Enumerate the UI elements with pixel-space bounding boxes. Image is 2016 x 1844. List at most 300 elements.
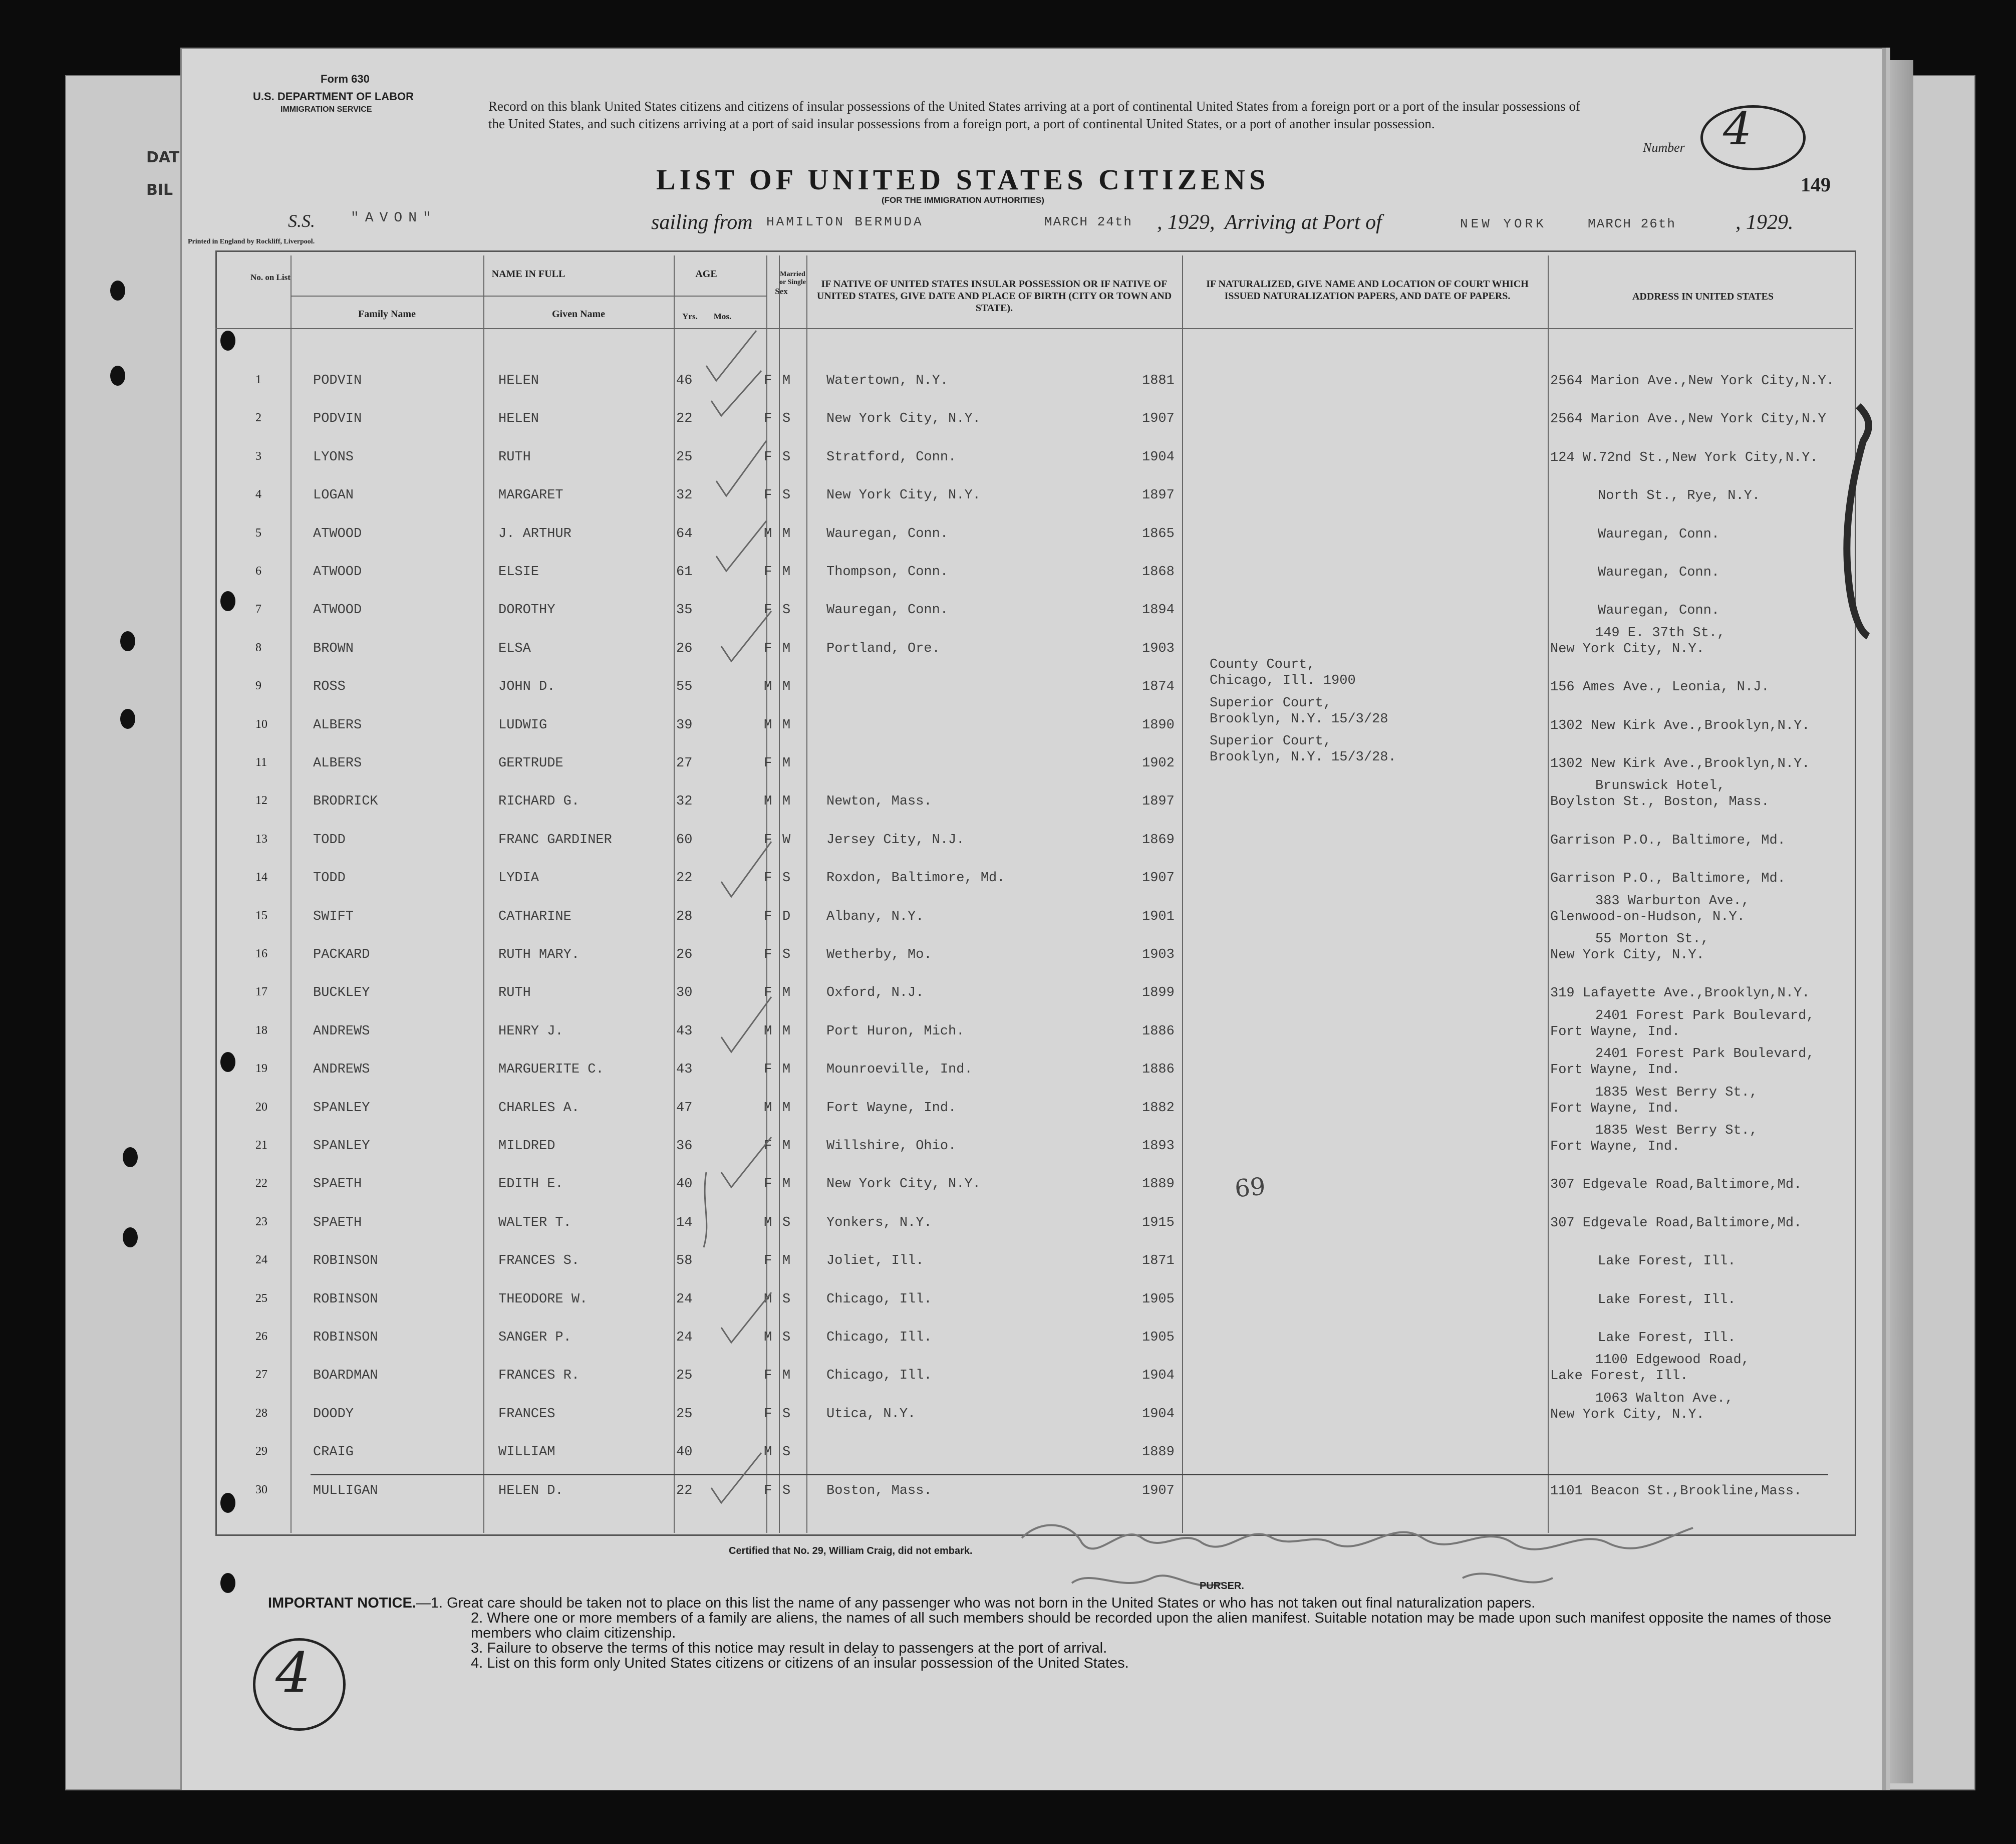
cell-given: MILDRED xyxy=(498,1139,555,1154)
cell-given: HELEN xyxy=(498,373,539,388)
cell-age: 24 xyxy=(676,1292,693,1307)
cell-no: 16 xyxy=(255,947,267,960)
cell-given: RUTH xyxy=(498,450,531,465)
cell-ms: S xyxy=(782,603,791,618)
cell-given: FRANCES S. xyxy=(498,1253,580,1268)
cell-sex: F xyxy=(764,756,772,771)
column-rule xyxy=(483,255,484,1533)
sheet-edge-shadow xyxy=(1883,60,1913,1783)
cell-no: 18 xyxy=(255,1024,267,1037)
cell-given: FRANC GARDINER xyxy=(498,833,612,848)
arriving-port: NEW YORK xyxy=(1460,216,1547,231)
cell-ms: M xyxy=(782,373,791,388)
cell-age: 55 xyxy=(676,679,693,694)
cell-sex: F xyxy=(764,833,772,848)
cell-no: 9 xyxy=(255,679,261,692)
cell-address: Glenwood-on-Hudson, N.Y. xyxy=(1550,910,1745,925)
cell-age: 27 xyxy=(676,756,693,771)
cell-given: HENRY J. xyxy=(498,1024,563,1039)
cell-family: BROWN xyxy=(313,641,354,656)
cell-family: BOARDMAN xyxy=(313,1368,378,1383)
cell-no: 12 xyxy=(255,794,267,807)
important-notice xyxy=(268,1596,1841,1671)
cell-age: 39 xyxy=(676,718,693,733)
cell-year: 1899 xyxy=(1142,985,1175,1000)
cell-sex: F xyxy=(764,565,772,580)
cell-address: Garrison P.O., Baltimore, Md. xyxy=(1550,833,1786,848)
arriving-date: MARCH 26th xyxy=(1588,216,1676,231)
cell-address: Wauregan, Conn. xyxy=(1598,603,1720,618)
cell-ms: M xyxy=(782,794,791,809)
cell-year: 1903 xyxy=(1142,947,1175,962)
cell-given: DOROTHY xyxy=(498,603,555,618)
cell-given: RUTH MARY. xyxy=(498,947,580,962)
cell-year: 1907 xyxy=(1142,871,1175,886)
cell-family: SPANLEY xyxy=(313,1139,370,1154)
cell-no: 1 xyxy=(255,373,261,386)
cell-given: HELEN D. xyxy=(498,1483,563,1498)
cell-place: Mounroeville, Ind. xyxy=(826,1062,973,1077)
notice-item: 2. Where one or more members of a family are aliens, the names of all such members should be recorded upon the alien manifest. Suitable notation may be made upon such manifest opposite the names of those members who claim citizenship. xyxy=(471,1610,1832,1641)
cell-age: 28 xyxy=(676,909,693,924)
cell-age: 26 xyxy=(676,641,693,656)
cell-family: ALBERS xyxy=(313,718,362,733)
cell-sex: M xyxy=(764,1215,772,1230)
cell-ms: M xyxy=(782,641,791,656)
cell-age: 32 xyxy=(676,488,693,503)
cell-address: Garrison P.O., Baltimore, Md. xyxy=(1550,871,1786,886)
department: U.S. DEPARTMENT OF LABOR xyxy=(253,90,414,103)
cell-age: 40 xyxy=(676,1445,693,1460)
col-given-name: Given Name xyxy=(551,309,606,320)
cell-place: Oxford, N.J. xyxy=(826,985,924,1000)
cell-sex: M xyxy=(764,679,772,694)
cell-address: Lake Forest, Ill. xyxy=(1598,1254,1736,1269)
cell-given: RUTH xyxy=(498,985,531,1000)
col-birth: IF NATIVE OF UNITED STATES INSULAR POSSESSION OR IF NATIVE OF UNITED STATES, GIVE DATE AND PLACE OF BIRTH (CITY OR TOWN AND STATE). xyxy=(816,279,1172,314)
cell-place: Chicago, Ill. xyxy=(826,1368,932,1383)
cell-no: 6 xyxy=(255,565,261,578)
cell-place: Jersey City, N.J. xyxy=(826,833,965,848)
cell-ms: S xyxy=(782,1445,791,1460)
cell-no: 27 xyxy=(255,1368,267,1381)
cell-address: 383 Warburton Ave., xyxy=(1595,894,1750,909)
cell-year: 1886 xyxy=(1142,1062,1175,1077)
cell-given: THEODORE W. xyxy=(498,1292,588,1307)
cell-sex: M xyxy=(764,1330,772,1345)
cell-sex: F xyxy=(764,1253,772,1268)
cell-place: Wauregan, Conn. xyxy=(826,603,949,618)
cell-given: GERTRUDE xyxy=(498,756,563,771)
cell-year: 1881 xyxy=(1142,373,1175,388)
cell-address: 1101 Beacon St.,Brookline,Mass. xyxy=(1550,1484,1802,1499)
cell-place: Newton, Mass. xyxy=(826,794,932,809)
cell-year: 1868 xyxy=(1142,565,1175,580)
cell-age: 25 xyxy=(676,1368,693,1383)
cell-no: 24 xyxy=(255,1253,267,1266)
cell-sex: F xyxy=(764,450,772,465)
cell-place: Thompson, Conn. xyxy=(826,565,949,580)
col-name-in-full: NAME IN FULL xyxy=(491,269,565,280)
cell-year: 1882 xyxy=(1142,1101,1175,1116)
cell-year: 1897 xyxy=(1142,488,1175,503)
cell-naturalization: Brooklyn, N.Y. 15/3/28. xyxy=(1210,750,1396,765)
number-value: 4 xyxy=(1723,103,1752,155)
cell-ms: M xyxy=(782,1024,791,1039)
cell-place: New York City, N.Y. xyxy=(826,488,981,503)
cell-address: 2564 Marion Ave.,New York City,N.Y. xyxy=(1550,374,1835,389)
cell-year: 1902 xyxy=(1142,756,1175,771)
cell-year: 1871 xyxy=(1142,1253,1175,1268)
punch-hole xyxy=(123,1227,138,1247)
cell-given: LUDWIG xyxy=(498,718,547,733)
cell-place: Chicago, Ill. xyxy=(826,1292,932,1307)
cell-address: Wauregan, Conn. xyxy=(1598,527,1720,542)
col-age: AGE xyxy=(695,269,717,280)
cell-given: WALTER T. xyxy=(498,1215,571,1230)
cell-family: LOGAN xyxy=(313,488,354,503)
cell-no: 19 xyxy=(255,1062,267,1075)
cell-ms: S xyxy=(782,1483,791,1498)
cell-year: 1874 xyxy=(1142,679,1175,694)
cell-age: 22 xyxy=(676,1483,693,1498)
cell-given: ELSIE xyxy=(498,565,539,580)
cell-sex: F xyxy=(764,985,772,1000)
cell-ms: M xyxy=(782,1101,791,1116)
margin-number: 69 xyxy=(1233,1171,1267,1202)
cell-address: Lake Forest, Ill. xyxy=(1598,1292,1736,1307)
punch-hole xyxy=(123,1147,138,1167)
cell-age: 64 xyxy=(676,526,693,542)
cell-ms: M xyxy=(782,718,791,733)
sailing-date: MARCH 24th xyxy=(1044,214,1133,229)
cell-year: 1904 xyxy=(1142,1407,1175,1422)
cell-address: Lake Forest, Ill. xyxy=(1598,1331,1736,1346)
ss-label: S.S. xyxy=(288,211,315,231)
cell-ms: M xyxy=(782,1368,791,1383)
cell-year: 1897 xyxy=(1142,794,1175,809)
cell-family: LYONS xyxy=(313,450,354,465)
cell-sex: M xyxy=(764,1101,772,1116)
cell-age: 58 xyxy=(676,1253,693,1268)
notice-item: 4. List on this form only United States citizens or citizens of an insular possession of the United States. xyxy=(471,1655,1129,1671)
cell-naturalization: Chicago, Ill. 1900 xyxy=(1210,673,1356,688)
cell-ms: M xyxy=(782,985,791,1000)
cell-no: 7 xyxy=(255,603,261,616)
cell-address: 156 Ames Ave., Leonia, N.J. xyxy=(1550,680,1770,695)
cell-address: 319 Lafayette Ave.,Brooklyn,N.Y. xyxy=(1550,986,1810,1001)
cell-address: New York City, N.Y. xyxy=(1550,642,1704,657)
header-rule xyxy=(291,296,766,297)
punch-hole xyxy=(110,366,125,386)
cell-address: 2564 Marion Ave.,New York City,N.Y xyxy=(1550,412,1826,427)
cell-place: Port Huron, Mich. xyxy=(826,1024,965,1039)
cell-place: Willshire, Ohio. xyxy=(826,1139,957,1154)
cell-given: EDITH E. xyxy=(498,1177,563,1192)
cell-sex: M xyxy=(764,1292,772,1307)
cell-family: ALBERS xyxy=(313,756,362,771)
cell-place: Utica, N.Y. xyxy=(826,1407,916,1422)
number-label: Number xyxy=(1643,140,1685,155)
cell-family: MULLIGAN xyxy=(313,1483,378,1498)
cell-naturalization: Brooklyn, N.Y. 15/3/28 xyxy=(1210,712,1388,727)
punch-hole xyxy=(110,281,125,301)
cell-ms: M xyxy=(782,1177,791,1192)
cell-ms: M xyxy=(782,1253,791,1268)
cell-sex: F xyxy=(764,1139,772,1154)
cell-family: BRODRICK xyxy=(313,794,378,809)
cell-given: FRANCES xyxy=(498,1407,555,1422)
punch-hole xyxy=(120,709,135,729)
cell-address: 124 W.72nd St.,New York City,N.Y. xyxy=(1550,450,1818,465)
col-age-years: Yrs. xyxy=(682,312,698,321)
cell-address: 1302 New Kirk Ave.,Brooklyn,N.Y. xyxy=(1550,756,1810,771)
cell-no: 4 xyxy=(255,488,261,501)
cell-sex: F xyxy=(764,641,772,656)
cell-age: 26 xyxy=(676,947,693,962)
cell-place: Joliet, Ill. xyxy=(826,1253,924,1268)
cell-family: SPAETH xyxy=(313,1177,362,1192)
cell-ms: S xyxy=(782,1292,791,1307)
cell-naturalization: County Court, xyxy=(1210,657,1315,672)
purser-label: PURSER. xyxy=(1200,1580,1244,1592)
cell-age: 35 xyxy=(676,603,693,618)
cell-address: Fort Wayne, Ind. xyxy=(1550,1139,1680,1154)
cell-address: Boylston St., Boston, Mass. xyxy=(1550,795,1770,810)
cell-address: 55 Morton St., xyxy=(1595,932,1709,947)
cell-naturalization: Superior Court, xyxy=(1210,734,1332,749)
cell-year: 1904 xyxy=(1142,450,1175,465)
cell-no: 22 xyxy=(255,1177,267,1190)
cell-naturalization: Superior Court, xyxy=(1210,696,1332,711)
cell-sex: F xyxy=(764,373,772,388)
cell-age: 25 xyxy=(676,1407,693,1422)
row-29-strikethrough xyxy=(311,1474,1828,1475)
cell-given: J. ARTHUR xyxy=(498,526,571,542)
cell-no: 5 xyxy=(255,526,261,540)
punch-hole xyxy=(120,631,135,651)
cell-address: 2401 Forest Park Boulevard, xyxy=(1595,1008,1815,1023)
cell-age: 14 xyxy=(676,1215,693,1230)
cell-place: Stratford, Conn. xyxy=(826,450,957,465)
cell-no: 30 xyxy=(255,1483,267,1496)
cell-sex: M xyxy=(764,1445,772,1460)
cell-no: 20 xyxy=(255,1101,267,1114)
cell-family: SPAETH xyxy=(313,1215,362,1230)
cell-place: Chicago, Ill. xyxy=(826,1330,932,1345)
cell-age: 25 xyxy=(676,450,693,465)
cell-place: Boston, Mass. xyxy=(826,1483,932,1498)
cell-ms: S xyxy=(782,450,791,465)
cell-no: 2 xyxy=(255,411,261,424)
header-rule xyxy=(215,328,1853,329)
cell-age: 36 xyxy=(676,1139,693,1154)
cell-given: FRANCES R. xyxy=(498,1368,580,1383)
cell-address: Fort Wayne, Ind. xyxy=(1550,1024,1680,1039)
cell-no: 3 xyxy=(255,450,261,463)
cell-age: 22 xyxy=(676,411,693,426)
cell-address: New York City, N.Y. xyxy=(1550,948,1704,963)
cell-sex: F xyxy=(764,1368,772,1383)
cell-place: New York City, N.Y. xyxy=(826,411,981,426)
punch-hole xyxy=(220,1573,235,1593)
cell-family: ROBINSON xyxy=(313,1292,378,1307)
cell-year: 1901 xyxy=(1142,909,1175,924)
cell-place: Fort Wayne, Ind. xyxy=(826,1101,957,1116)
cell-no: 14 xyxy=(255,871,267,884)
sailing-year: , 1929, xyxy=(1157,211,1215,234)
cell-given: SANGER P. xyxy=(498,1330,571,1345)
sailing-from: HAMILTON BERMUDA xyxy=(766,214,924,229)
cell-sex: F xyxy=(764,411,772,426)
cell-family: ATWOOD xyxy=(313,526,362,542)
cell-place: Albany, N.Y. xyxy=(826,909,924,924)
cell-year: 1915 xyxy=(1142,1215,1175,1230)
cell-given: WILLIAM xyxy=(498,1445,555,1460)
cell-no: 21 xyxy=(255,1139,267,1152)
cell-sex: F xyxy=(764,1062,772,1077)
cell-age: 22 xyxy=(676,871,693,886)
cell-address: Wauregan, Conn. xyxy=(1598,565,1720,580)
cell-no: 28 xyxy=(255,1407,267,1420)
cell-age: 43 xyxy=(676,1024,693,1039)
cell-year: 1904 xyxy=(1142,1368,1175,1383)
cell-sex: F xyxy=(764,603,772,618)
cell-family: PODVIN xyxy=(313,373,362,388)
cell-address: Fort Wayne, Ind. xyxy=(1550,1101,1680,1116)
cell-given: RICHARD G. xyxy=(498,794,580,809)
cell-year: 1894 xyxy=(1142,603,1175,618)
cell-sex: M xyxy=(764,718,772,733)
cell-address: 1063 Walton Ave., xyxy=(1595,1391,1734,1406)
cell-age: 60 xyxy=(676,833,693,848)
circled-mark-value: 4 xyxy=(275,1641,311,1705)
number-circle xyxy=(1700,105,1806,170)
printer-note: Printed in England by Rockliff, Liverpool. xyxy=(188,238,315,245)
cell-ms: S xyxy=(782,1407,791,1422)
cell-year: 1905 xyxy=(1142,1292,1175,1307)
cell-given: JOHN D. xyxy=(498,679,555,694)
cell-year: 1907 xyxy=(1142,411,1175,426)
notice-item: 3. Failure to observe the terms of this notice may result in delay to passengers at the port of arrival. xyxy=(471,1640,1107,1656)
cell-place: Yonkers, N.Y. xyxy=(826,1215,932,1230)
cell-no: 13 xyxy=(255,833,267,846)
column-rule xyxy=(1548,255,1549,1533)
cell-ms: D xyxy=(782,909,791,924)
cell-year: 1907 xyxy=(1142,1483,1175,1498)
margin-pencil-mark xyxy=(1823,396,1893,646)
cell-sex: M xyxy=(764,794,772,809)
cell-place: New York City, N.Y. xyxy=(826,1177,981,1192)
cell-ms: M xyxy=(782,1139,791,1154)
cell-given: MARGARET xyxy=(498,488,563,503)
col-sex: Sex xyxy=(775,287,788,296)
column-rule xyxy=(674,255,675,1533)
cell-sex: F xyxy=(764,1483,772,1498)
page-subtitle: (FOR THE IMMIGRATION AUTHORITIES) xyxy=(882,195,1044,205)
cell-address: Brunswick Hotel, xyxy=(1595,778,1725,794)
cell-age: 43 xyxy=(676,1062,693,1077)
cell-place: Wetherby, Mo. xyxy=(826,947,932,962)
form-number: Form 630 xyxy=(321,73,370,85)
cell-family: TODD xyxy=(313,833,346,848)
page-title: LIST OF UNITED STATES CITIZENS xyxy=(656,163,1270,196)
cell-place: Roxdon, Baltimore, Md. xyxy=(826,871,1005,886)
cell-family: ROSS xyxy=(313,679,346,694)
cell-no: 26 xyxy=(255,1330,267,1343)
col-naturalized: IF NATURALIZED, GIVE NAME AND LOCATION OF COURT WHICH ISSUED NATURALIZATION PAPERS, AND DATE OF PAPERS. xyxy=(1206,279,1529,302)
cell-family: ATWOOD xyxy=(313,565,362,580)
cell-address: 1100 Edgewood Road, xyxy=(1595,1353,1750,1368)
cell-family: ANDREWS xyxy=(313,1024,370,1039)
cell-address: 2401 Forest Park Boulevard, xyxy=(1595,1046,1815,1062)
cell-year: 1903 xyxy=(1142,641,1175,656)
cell-given: CHARLES A. xyxy=(498,1101,580,1116)
cell-ms: M xyxy=(782,1062,791,1077)
cell-family: TODD xyxy=(313,871,346,886)
cell-sex: F xyxy=(764,1177,772,1192)
cell-family: CRAIG xyxy=(313,1445,354,1460)
cell-given: CATHARINE xyxy=(498,909,571,924)
cell-given: ELSA xyxy=(498,641,531,656)
cell-ms: S xyxy=(782,871,791,886)
cell-address: 307 Edgevale Road,Baltimore,Md. xyxy=(1550,1177,1802,1192)
certified-note: Certified that No. 29, William Craig, did not embark. xyxy=(729,1545,973,1556)
cell-year: 1893 xyxy=(1142,1139,1175,1154)
cell-address: 307 Edgevale Road,Baltimore,Md. xyxy=(1550,1216,1802,1231)
column-rule xyxy=(1182,255,1183,1533)
cell-no: 25 xyxy=(255,1292,267,1305)
cell-family: SWIFT xyxy=(313,909,354,924)
cell-year: 1865 xyxy=(1142,526,1175,542)
cell-family: ATWOOD xyxy=(313,603,362,618)
cell-sex: F xyxy=(764,1407,772,1422)
cell-sex: F xyxy=(764,488,772,503)
cell-no: 15 xyxy=(255,909,267,922)
cell-year: 1869 xyxy=(1142,833,1175,848)
cell-family: ANDREWS xyxy=(313,1062,370,1077)
cell-ms: S xyxy=(782,1330,791,1345)
cell-age: 47 xyxy=(676,1101,693,1116)
service: IMMIGRATION SERVICE xyxy=(280,105,372,114)
col-family-name: Family Name xyxy=(358,309,416,320)
cell-address: 1835 West Berry St., xyxy=(1595,1123,1758,1138)
back-sheet-edge-label: BIL xyxy=(146,181,173,199)
cell-family: ROBINSON xyxy=(313,1253,378,1268)
cell-no: 23 xyxy=(255,1215,267,1228)
cell-ms: W xyxy=(782,833,791,848)
cell-sex: F xyxy=(764,909,772,924)
cell-family: BUCKLEY xyxy=(313,985,370,1000)
cell-ms: S xyxy=(782,947,791,962)
arriving-label: Arriving at Port of xyxy=(1225,211,1382,234)
cell-age: 24 xyxy=(676,1330,693,1345)
cell-family: SPANLEY xyxy=(313,1101,370,1116)
record-instruction: Record on this blank United States citizens and citizens of insular possessions of the United States arriving at a port of continental United States from a foreign port or a port of the insular possessions of the United States, and such citizens arriving at a port of said insular possessions from a foreign port, a port of continental United States, or a port of another insular possession. xyxy=(488,99,1580,131)
cell-sex: F xyxy=(764,871,772,886)
cell-family: PODVIN xyxy=(313,411,362,426)
cell-ms: S xyxy=(782,1215,791,1230)
cell-family: PACKARD xyxy=(313,947,370,962)
notice-heading: IMPORTANT NOTICE. xyxy=(268,1595,416,1611)
cell-ms: M xyxy=(782,526,791,542)
cell-year: 1886 xyxy=(1142,1024,1175,1039)
stamp-number: 149 xyxy=(1801,173,1831,196)
cell-given: MARGUERITE C. xyxy=(498,1062,604,1077)
cell-age: 40 xyxy=(676,1177,693,1192)
cell-ms: M xyxy=(782,756,791,771)
cell-sex: F xyxy=(764,947,772,962)
